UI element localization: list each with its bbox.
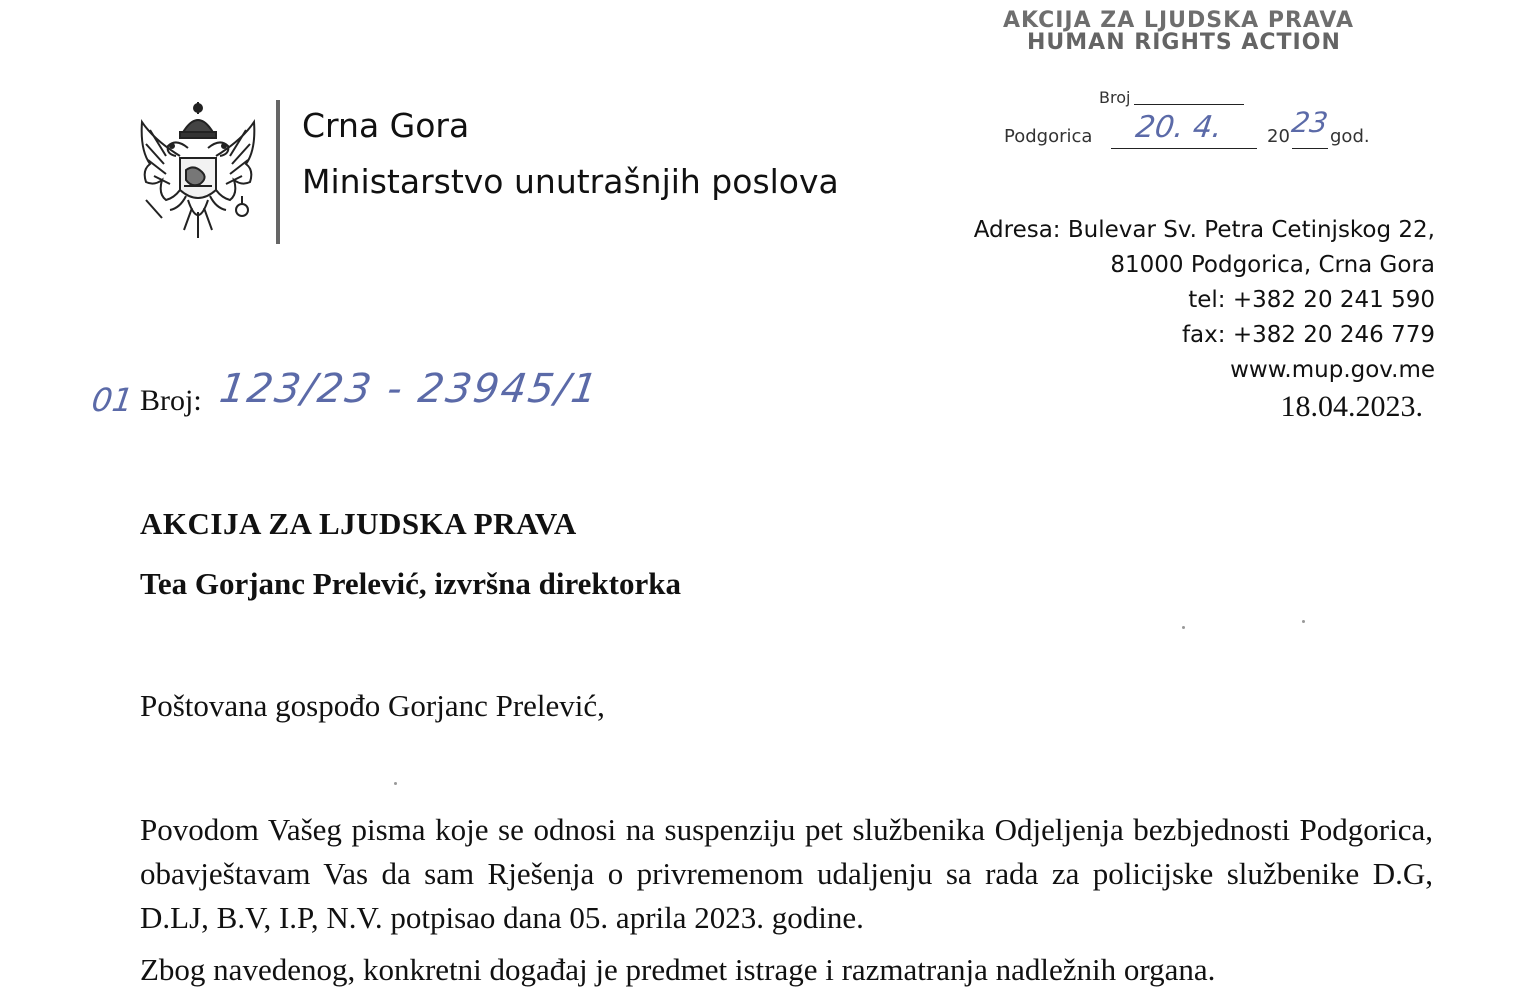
recipient-organization: AKCIJA ZA LJUDSKA PRAVA: [140, 506, 577, 541]
document-date: 18.04.2023.: [1280, 390, 1423, 423]
reference-label: Broj:: [140, 384, 202, 417]
letter-paragraph-1: Povodom Vašeg pisma koje se odnosi na suspenziju pet službenika Odjeljenja bezbjednosti Podgorica, obavještavam Vas da sam Rješenja o privremenom udaljenju sa rada za policijske službenike D.G, D.LJ, B.V, I.P, N.V. potpisao dana 05. aprila 2023. godine.: [140, 812, 1433, 935]
scan-speck: [1182, 626, 1185, 629]
header-divider: [276, 100, 280, 244]
address-line-2: 81000 Podgorica, Crna Gora: [1110, 252, 1435, 278]
country-name: Crna Gora: [302, 106, 470, 145]
stamp-handwritten-date: 20. 4.: [1133, 110, 1225, 145]
stamp-year-line: [1292, 148, 1328, 149]
montenegro-coat-of-arms-icon: [136, 100, 260, 242]
recipient-person: Tea Gorjanc Prelević, izvršna direktorka: [140, 566, 681, 601]
stamp-broj-line: [1134, 104, 1244, 105]
phone-number: tel: +382 20 241 590: [1188, 287, 1435, 313]
stamp-org-line1: AKCIJA ZA LJUDSKA PRAVA: [1003, 8, 1354, 33]
ministry-name: Ministarstvo unutrašnjih poslova: [302, 162, 839, 201]
fax-number: fax: +382 20 246 779: [1181, 322, 1435, 348]
reference-number-handwritten: 123/23 - 23945/1: [216, 366, 602, 412]
website-link[interactable]: www.mup.gov.me: [1230, 357, 1435, 383]
letter-paragraph-2-cut: [140, 952, 1430, 987]
address-line-1: Adresa: Bulevar Sv. Petra Cetinjskog 22,: [973, 217, 1435, 243]
letter-paragraph-2-text: Zbog navedenog, konkretni događaj je predmet istrage i razmatranja nadležnih organa.: [140, 952, 1216, 987]
scan-speck: [1302, 620, 1305, 623]
letter-salutation: Poštovana gospođo Gorjanc Prelević,: [140, 688, 605, 723]
stamp-god-label: god.: [1330, 126, 1370, 147]
stamp-org-line2: HUMAN RIGHTS ACTION: [1027, 30, 1341, 55]
stamp-year-prefix: 20: [1267, 126, 1290, 147]
reference-prefix-handwritten: 01: [89, 381, 136, 419]
stamp-date-line: [1111, 148, 1257, 149]
stamp-broj-label: Broj: [1099, 88, 1131, 107]
scan-speck: [394, 782, 397, 785]
stamp-handwritten-year: 23: [1289, 106, 1330, 139]
stamp-place-label: Podgorica: [1004, 126, 1093, 147]
